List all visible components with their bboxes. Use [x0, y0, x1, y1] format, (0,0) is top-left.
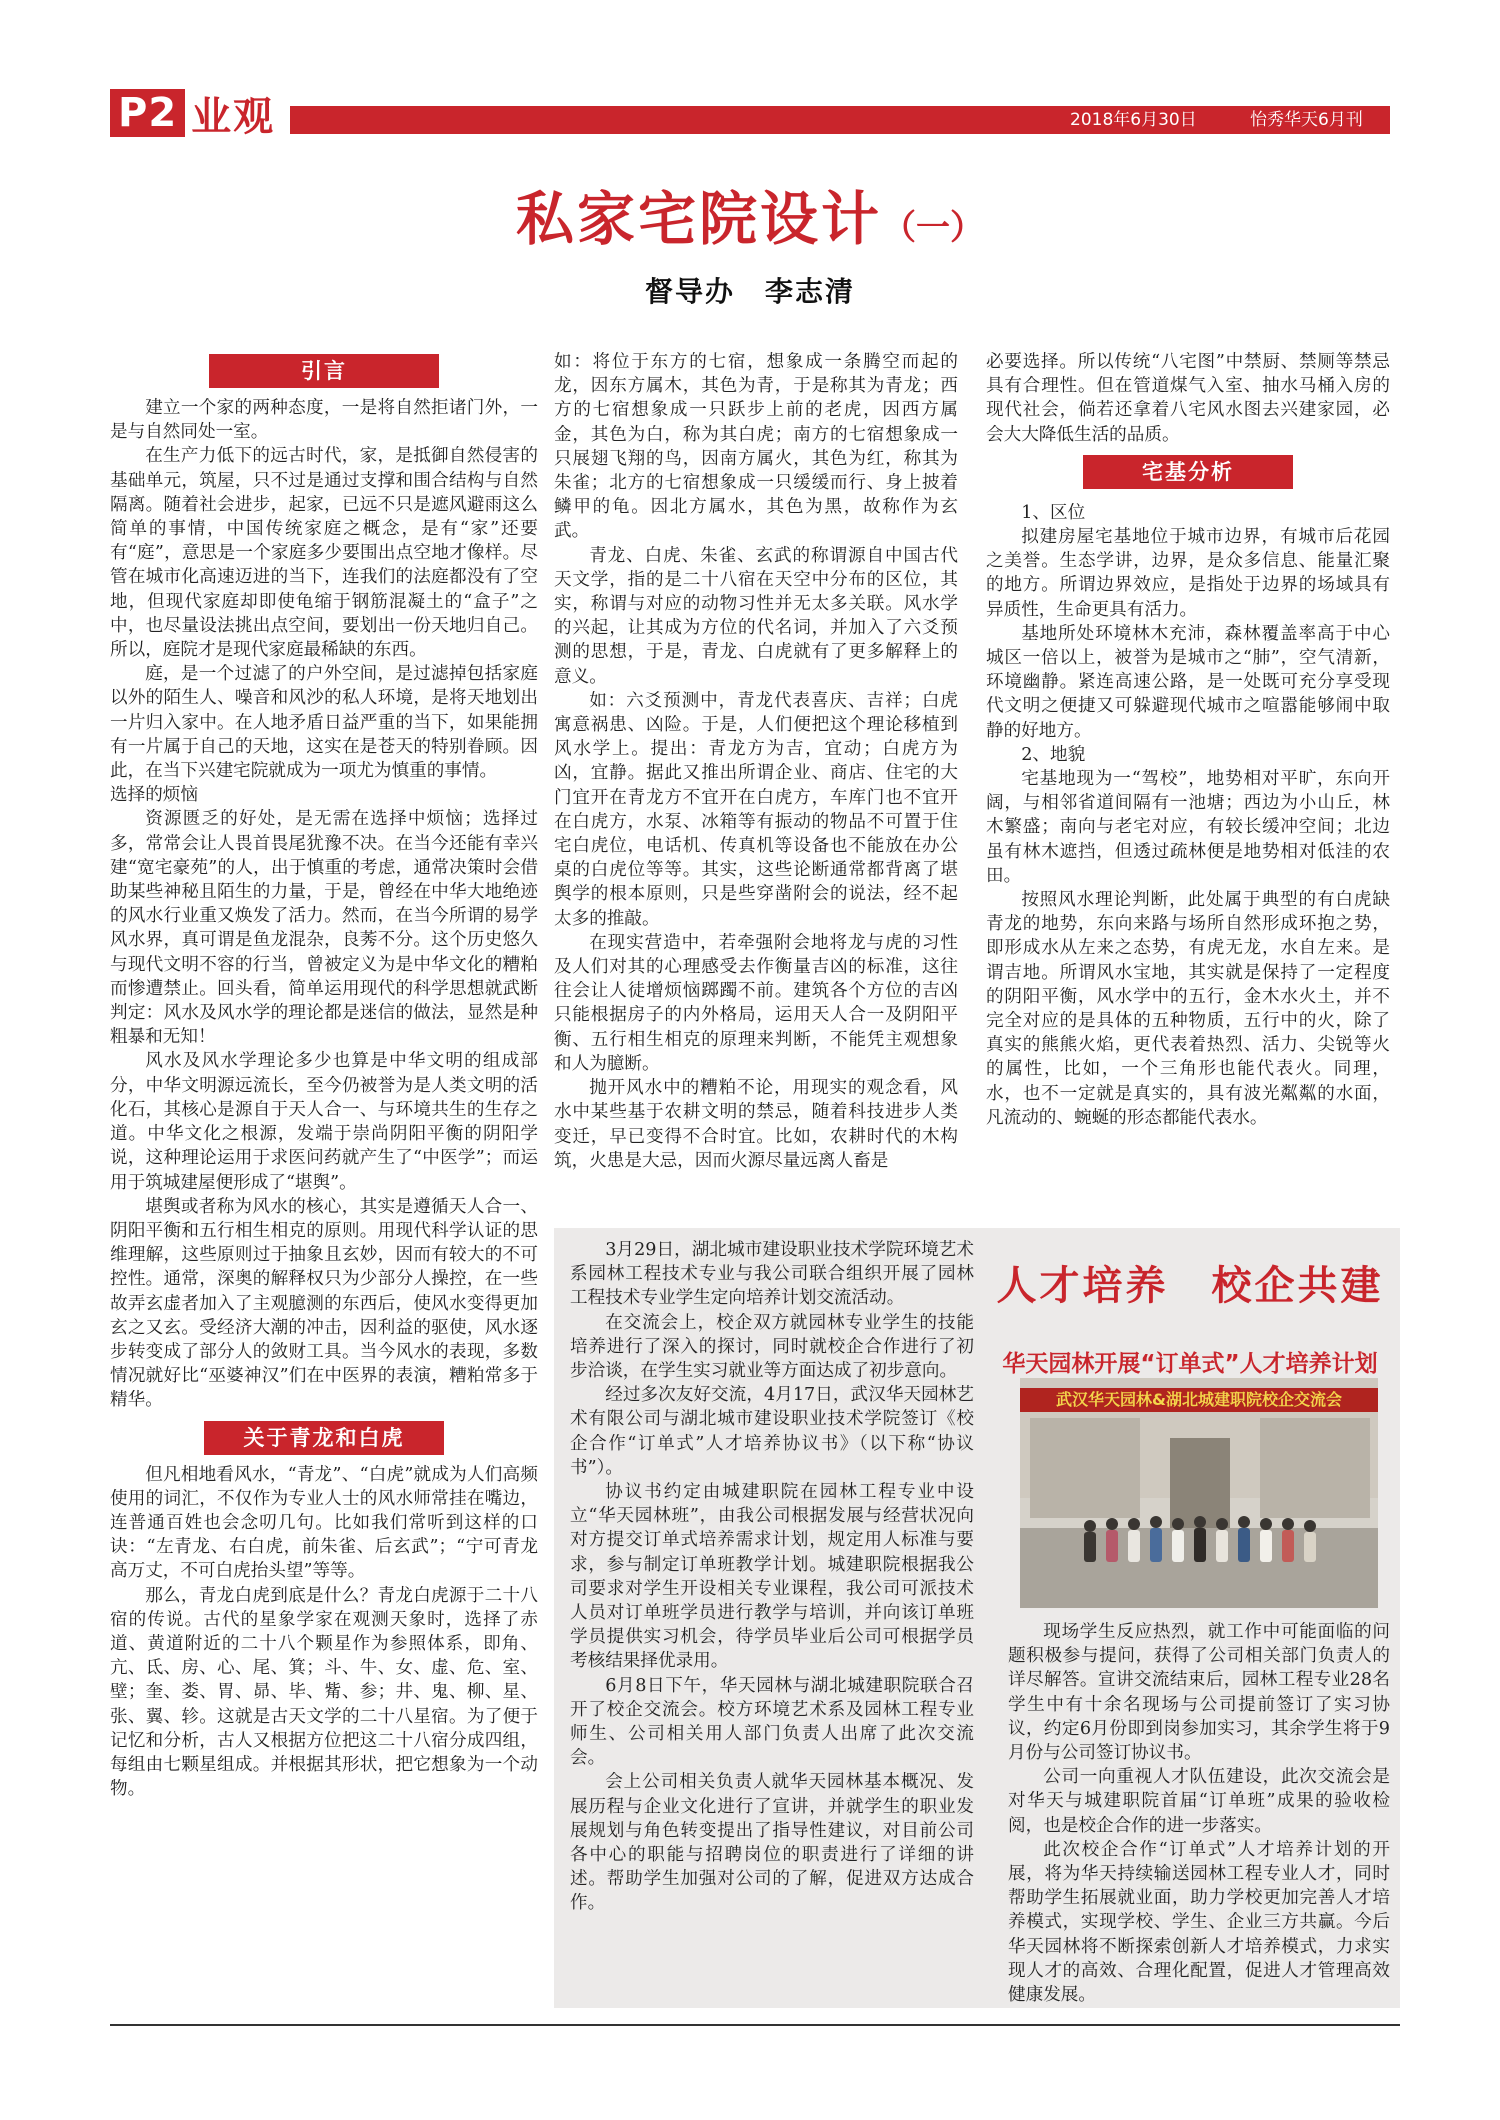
article-title — [0, 172, 1500, 256]
page-number-badge: P2 — [110, 89, 185, 137]
paragraph: 拟建房屋宅基地位于城市边界，有城市后花园之美誉。生态学讲，边界，是众多信息、能量汇聚的地方。所谓边界效应，是指处于边界的场域具有异质性，生命更具有活力。 — [986, 527, 1390, 620]
article-column-3 — [986, 350, 1390, 1130]
subheading: 选择的烦恼 — [110, 785, 198, 806]
paragraph: 风水及风水学理论多少也算是中华文明的组成部分，中华文明源远流长，至今仍被誉为是人类文明的活化石，其核心是源自于天人合一、与环境共生的生存之道。中华文化之根源，发端于崇尚阴阳平衡的阴阳学说，这种理论运用于求医问药就产生了“中医学”；而运用于筑城建屋便形成了“堪舆”。 — [110, 1051, 538, 1193]
issue-date: 2018年6月30日 — [1070, 110, 1197, 130]
section-heading-intro: 引言 — [209, 354, 439, 388]
paragraph: 必要选择。所以传统“八宅图”中禁厨、禁厕等禁忌具有合理性。但在管道煤气入室、抽水马桶入房的现代社会，倘若还拿着八宅风水图去兴建家园，必会大大降低生活的品质。 — [986, 352, 1390, 445]
paragraph: 宅基地现为一“驾校”，地势相对平旷，东向开阔，与相邻省道间隔有一池塘；西边为小山丘，林木繁盛；南向与老宅对应，有较长缓冲空间；北边虽有林木遮挡，但透过疏林便是地势相对低洼的农田。 — [986, 769, 1390, 886]
paragraph: 青龙、白虎、朱雀、玄武的称谓源自中国古代天文学，指的是二十八宿在天空中分布的区位，其实，称谓与对应的动物习性并无太多关联。风水学的兴起，让其成为方位的代名词，并加入了六爻预测的思想，于是，青龙、白虎就有了更多解释上的意义。 — [554, 545, 958, 687]
article-title-main: 私家宅院设计 — [515, 185, 882, 253]
paragraph: 公司一向重视人才队伍建设，此次交流会是对华天与城建职院首届“订单班”成果的验收检阅，也是校企合作的进一步落实。 — [1008, 1767, 1390, 1836]
paragraph: 那么，青龙白虎到底是什么？青龙白虎源于二十八宿的传说。古代的星象学家在观测天象时，选择了赤道、黄道附近的二十八个颗星作为参照体系，即角、亢、氐、房、心、尾、箕；斗、牛、女、虚、危、室、壁；奎、娄、胃、昴、毕、觜、参；井、鬼、柳、星、张、翼、轸。这就是古天文学的二十八星宿。为了便于记忆和分析，古人又根据方位把这二十八宿分成四组，每组由七颗星组成。并根据其形状，把它想象为一个动物。 — [110, 1585, 538, 1800]
group-photo — [1020, 1378, 1378, 1608]
news-box-left-column — [570, 1238, 974, 1916]
section-heading-site-analysis: 宅基分析 — [1083, 455, 1293, 489]
paragraph: 3月29日，湖北城市建设职业技术学院环境艺术系园林工程技术专业与我公司联合组织开展了园林工程技术专业学生定向培养计划交流活动。 — [570, 1240, 974, 1309]
photo-banner: 武汉华天园林&湖北城建职院校企交流会 — [1020, 1388, 1378, 1412]
paragraph: 基地所处环境林木充沛，森林覆盖率高于中心城区一倍以上，被誉为是城市之“肺”，空气清新，环境幽静。紧连高速公路，是一处既可充分享受现代文明之便捷又可躲避现代城市之喧嚣能够闹中取静的好地方。 — [986, 623, 1390, 741]
article-column-1 — [110, 350, 538, 1801]
group-photo-illustration — [1020, 1378, 1378, 1608]
paragraph: 如：将位于东方的七宿，想象成一条腾空而起的龙，因东方属木，其色为青，于是称其为青龙；西方的七宿想象成一只跃步上前的老虎，因西方属金，其色为白，称为其白虎；南方的七宿想象成一只展翅飞翔的鸟，因南方属火，其色为红，称其为朱雀；北方的七宿想象成一只缓缓而行、身上披着鳞甲的龟。因北方属水，其色为黑，故称作为玄武。 — [554, 352, 958, 542]
issue-name: 怡秀华天6月刊 — [1250, 110, 1363, 130]
subheading: 1、区位 — [1021, 502, 1086, 523]
paragraph: 堪舆或者称为风水的核心，其实是遵循天人合一、阴阳平衡和五行相生相克的原则。用现代科学认证的思维理解，这些原则过于抽象且玄妙，因而有较大的不可控性。通常，深奥的解释权只为少部分人操控，在一些故弄玄虚者加入了主观臆测的东西后，使风水变得更加玄之又玄。受经济大潮的冲击，因利益的驱使，风水逐步转变成了部分人的敛财工具。当今风水的表现，多数情况就好比“巫婆神汉”们在中医界的表演，糟粕常多于精华。 — [110, 1196, 538, 1411]
paragraph: 资源匮乏的好处，是无需在选择中烦恼；选择过多，常常会让人畏首畏尾犹豫不决。在当今还能有幸兴建“宽宅豪苑”的人，出于慎重的考虑，通常决策时会借助某些神秘且陌生的力量，于是，曾经在中华大地绝迹的风水行业重又焕发了活力。然而，在当今所谓的易学风水界，真可谓是鱼龙混杂，良莠不分。这个历史悠久与现代文明不容的行当，曾被定义为是中华文化的糟粕而惨遭禁止。回头看，简单运用现代的科学思想就武断判定：风水及风水学的理论都是迷信的做法，显然是种粗暴和无知！ — [110, 809, 538, 1048]
news-box-right-column — [1008, 1620, 1390, 2007]
paragraph: 在交流会上，校企双方就园林专业学生的技能培养进行了深入的探讨，同时就校企合作进行了初步洽谈，在学生实习就业等方面达成了初步意向。 — [570, 1312, 974, 1382]
paragraph: 但凡相地看风水，“青龙”、“白虎”就成为人们高频使用的词汇，不仅作为专业人士的风水师常挂在嘴边，连普通百姓也会念叨几句。比如我们常听到这样的口诀：“左青龙、右白虎，前朱雀、后玄武”；“宁可青龙高万丈，不可白虎抬头望”等等。 — [110, 1464, 538, 1582]
section-heading-dragon-tiger: 关于青龙和白虎 — [204, 1421, 444, 1455]
paragraph: 协议书约定由城建职院在园林工程专业中设立“华天园林班”，由我公司根据发展与经营状况向对方提交订单式培养需求计划，规定用人标准与要求，参与制定订单班教学计划。城建职院根据我公司要求对学生开设相关专业课程，我公司可派技术人员对订单班学员进行教学与培训，并向该订单班学员提供实习机会，待学员毕业后公司可根据学员考核结果择优录用。 — [570, 1482, 974, 1672]
paragraph: 抛开风水中的糟粕不论，用现实的观念看，风水中某些基于农耕文明的禁忌，随着科技进步人类变迁，早已变得不合时宜。比如，农耕时代的木构筑，火患是大忌，因而火源尽量远离人畜是 — [554, 1078, 958, 1171]
page-header-badge — [110, 88, 275, 138]
paragraph: 在生产力低下的远古时代，家，是抵御自然侵害的基础单元，筑屋，只不过是通过支撑和围合结构与自然隔离。随着社会进步，起家，已远不只是遮风避雨这么简单的事情，中国传统家庭之概念，是有“家”还要有“庭”，意思是一个家庭多少要围出点空地才像样。尽管在城市化高速迈进的当下，连我们的法庭都没有了空地，但现代家庭却即使龟缩于钢筋混凝土的“盒子”之中，也尽量设法挑出点空间，要划出一份天地归自己。所以，庭院才是现代家庭最稀缺的东西。 — [110, 446, 538, 661]
article-column-2 — [554, 350, 958, 1173]
article-title-part: （一） — [882, 208, 984, 248]
paragraph: 现场学生反应热烈，就工作中可能面临的问题积极参与提问，获得了公司相关部门负责人的详尽解答。宣讲交流结束后，园林工程专业28名学生中有十余名现场与公司提前签订了实习协议，约定6月份即到岗参加实习，其余学生将于9月份与公司签订协议书。 — [1008, 1622, 1390, 1764]
paragraph: 建立一个家的两种态度，一是将自然拒诸门外，一是与自然同处一室。 — [110, 398, 538, 443]
paragraph: 在现实营造中，若牵强附会地将龙与虎的习性及人们对其的心理感受去作衡量吉凶的标准，这往往会让人徒增烦恼踯躅不前。建筑各个方位的吉凶只能根据房子的内外格局，运用天人合一及阴阳平衡、五行相生相克的原理来判断，不能凭主观想象和人为臆断。 — [554, 932, 958, 1074]
section-name: 业观 — [191, 93, 276, 140]
paragraph: 6月8日下午，华天园林与湖北城建职院联合召开了校企交流会。校方环境艺术系及园林工程专业师生、公司相关用人部门负责人出席了此次交流会。 — [570, 1675, 974, 1769]
paragraph: 如：六爻预测中，青龙代表喜庆、吉祥；白虎寓意祸患、凶险。于是，人们便把这个理论移植到风水学上。提出：青龙方为吉，宜动；白虎方为凶，宜静。据此又推出所谓企业、商店、住宅的大门宜开在青龙方不宜开在白虎方，车库门也不宜开在白虎方，水泵、冰箱等有振动的物品不可置于住宅白虎位，电话机、传真机等设备也不能放在办公桌的白虎位等等。其实，这些论断通常都背离了堪舆学的根本原则，只是些穿凿附会的说法，经不起太多的推敲。 — [554, 690, 958, 929]
paragraph: 经过多次友好交流，4月17日，武汉华天园林艺术有限公司与湖北城市建设职业技术学院签订《校企合作“订单式”人才培养协议书》（以下称“协议书”）。 — [570, 1385, 974, 1478]
paragraph: 此次校企合作“订单式”人才培养计划的开展，将为华天持续输送园林工程专业人才，同时帮助学生拓展就业面，助力学校更加完善人才培养模式，实现学校、学生、企业三方共赢。今后华天园林将不断探索创新人才培养模式，力求实现人才的高效、合理化配置，促进人才管理高效健康发展。 — [1008, 1839, 1390, 2006]
article-byline: 督导办 李志清 — [644, 275, 855, 308]
header-bar — [290, 106, 1390, 134]
subheading: 2、地貌 — [1021, 744, 1086, 765]
news-box-subtitle: 华天园林开展“订单式”人才培养计划 — [1002, 1351, 1378, 1377]
paragraph: 按照风水理论判断，此处属于典型的有白虎缺青龙的地势，东向来路与场所自然形成环抱之势，即形成水从左来之态势，有虎无龙，水自左来。是谓吉地。所谓风水宝地，其实就是保持了一定程度的阴阳平衡，风水学中的五行，金木水火土，并不完全对应的是具体的五种物质，五行中的火，除了真实的熊熊火焰，更代表着热烈、活力、尖锐等火的属性，比如，一个三角形也能代表火。同理，水，也不一定就是真实的，具有波光粼粼的水面，凡流动的、蜿蜒的形态都能代表水。 — [986, 890, 1390, 1128]
paragraph: 庭，是一个过滤了的户外空间，是过滤掉包括家庭以外的陌生人、噪音和风沙的私人环境，是将天地划出一片归入家中。在人地矛盾日益严重的当下，如果能拥有一片属于自己的天地，这实在是苍天的特别眷顾。因此，在当下兴建宅院就成为一项尤为慎重的事情。 — [110, 664, 538, 782]
footer-rule — [110, 2024, 1400, 2026]
news-box-title: 人才培养 校企共建 — [996, 1263, 1384, 1309]
paragraph: 会上公司相关负责人就华天园林基本概况、发展历程与企业文化进行了宣讲，并就学生的职业发展规划与角色转变提出了指导性建议，对目前公司各中心的职能与招聘岗位的职责进行了详细的讲述。帮助学生加强对公司的了解，促进双方达成合作。 — [570, 1772, 974, 1914]
